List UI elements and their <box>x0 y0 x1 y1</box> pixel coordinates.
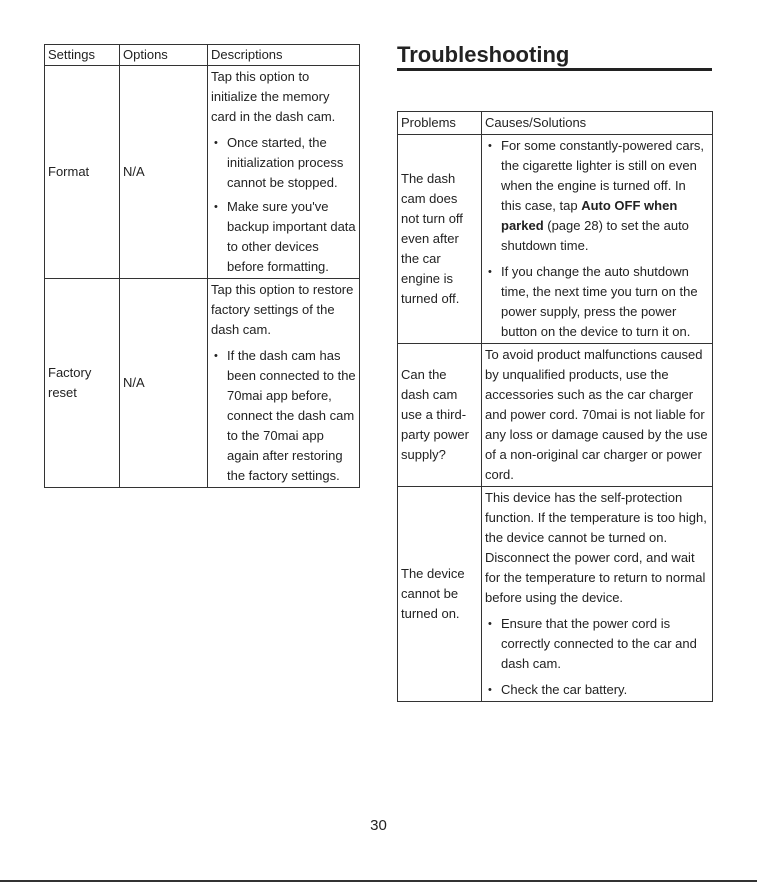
settings-table <box>44 44 360 488</box>
header-options: Options <box>120 45 208 66</box>
settings-header-row <box>45 45 360 66</box>
bullet-text: (page 28) to set the auto shutdown time. <box>501 218 689 253</box>
list-item <box>485 136 709 256</box>
solution-bullets <box>485 136 709 342</box>
list-item: • Ensure that the power cord is correctly connected to the car and dash cam. <box>485 614 709 674</box>
solution-cell <box>482 135 713 344</box>
setting-name-emphasis: Auto OFF when parked <box>501 198 678 233</box>
bottom-divider <box>0 880 757 882</box>
description-intro: Tap this option to restore factory settings of the dash cam. <box>211 282 354 337</box>
solution-bullets <box>485 614 709 700</box>
list-item: • Check the car battery. <box>485 680 709 700</box>
header-problems: Problems <box>398 112 482 135</box>
header-descriptions: Descriptions <box>208 45 360 66</box>
title-divider <box>397 68 712 71</box>
list-item: • Once started, the initialization process cannot be stopped. <box>211 133 356 193</box>
list-item: • Make sure you've backup important data to other devices before formatting. <box>211 197 356 277</box>
header-causes-solutions: Causes/Solutions <box>482 112 713 135</box>
bullet-text: For some constantly-powered cars, the cigarette lighter is still on even when the engine is turned off. In this case, tap <box>501 138 705 213</box>
description-intro: Tap this option to initialize the memory card in the dash cam. <box>211 69 336 124</box>
setting-format: Format <box>45 66 120 279</box>
problem-cell: The device cannot be turned on. <box>398 487 482 702</box>
troubleshooting-header-row <box>398 112 713 135</box>
page-title: Troubleshooting <box>397 42 570 67</box>
page-number: 30 <box>370 817 387 834</box>
troubleshooting-table <box>397 111 713 702</box>
header-settings: Settings <box>45 45 120 66</box>
table-row <box>398 487 713 702</box>
description-format <box>208 66 360 279</box>
solution-intro: This device has the self-protection function. If the temperature is too high, the device cannot be turned on. Disconnect the power cord, and wait for the temperature to return to normal before using the device. <box>485 490 707 605</box>
setting-factory-reset: Factory reset <box>45 279 120 488</box>
problem-cell: Can the dash cam use a third-party power supply? <box>398 344 482 487</box>
list-item: • If you change the auto shutdown time, the next time you turn on the power supply, press the power button on the device to turn it on. <box>485 262 709 342</box>
description-factory-reset <box>208 279 360 488</box>
problem-cell: The dash cam does not turn off even after the car engine is turned off. <box>398 135 482 344</box>
description-bullets <box>211 346 356 486</box>
solution-cell <box>482 487 713 702</box>
table-row <box>398 344 713 487</box>
description-bullets <box>211 133 356 277</box>
table-row-format <box>45 66 360 279</box>
list-item: • If the dash cam has been connected to the 70mai app before, connect the dash cam to the 70mai app again after restoring the factory settings. <box>211 346 356 486</box>
table-row-factory-reset <box>45 279 360 488</box>
option-factory-reset: N/A <box>120 279 208 488</box>
solution-cell: To avoid product malfunctions caused by unqualified products, use the accessories such as the car charger and power cord. 70mai is not liable for any loss or damage caused by the use of a non-original car charger or power cord. <box>482 344 713 487</box>
table-row <box>398 135 713 344</box>
option-format: N/A <box>120 66 208 279</box>
